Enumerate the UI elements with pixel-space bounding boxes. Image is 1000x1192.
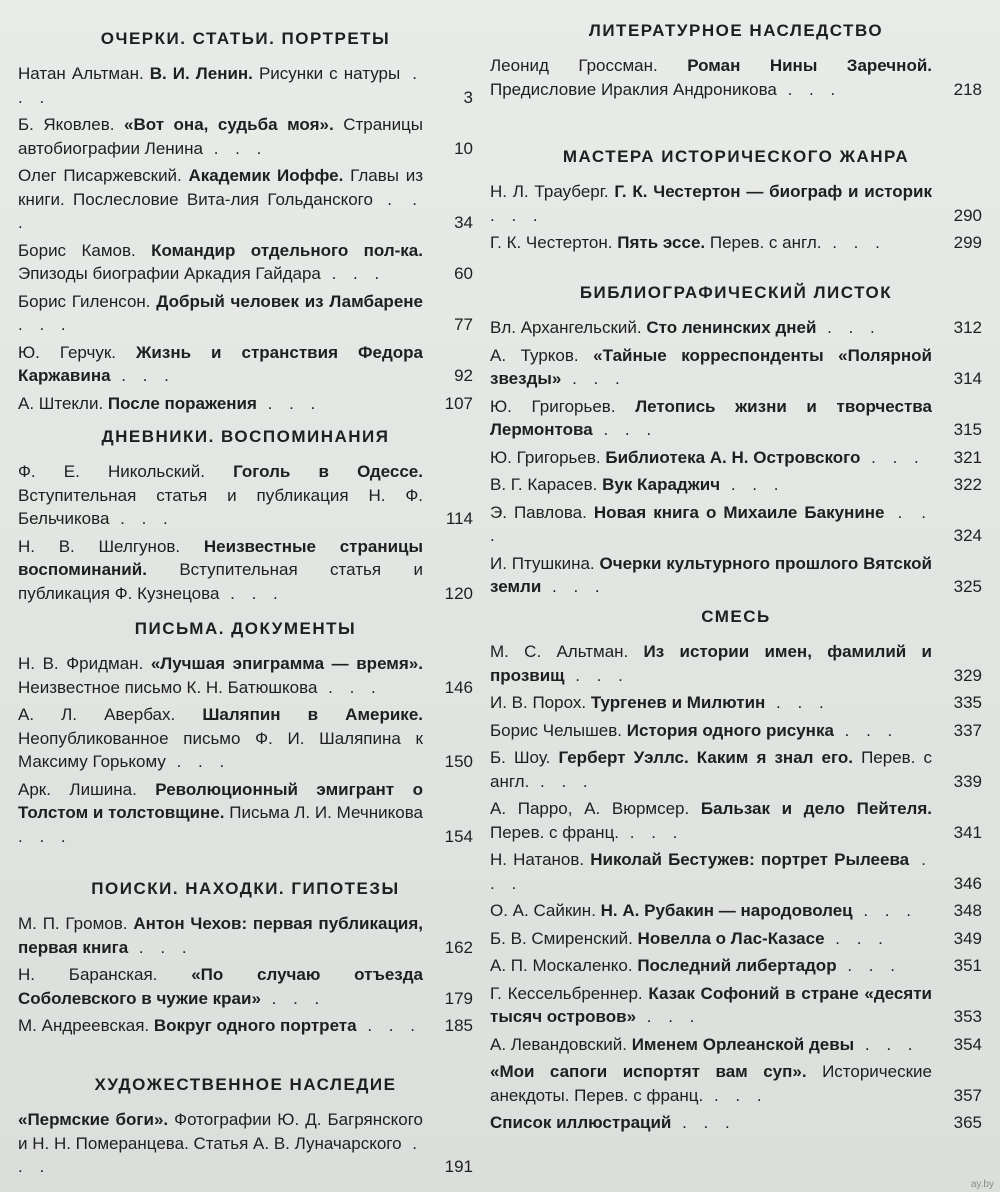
entry-title: Тургенев и Милютин	[590, 693, 766, 712]
leader-dots: . . .	[541, 577, 606, 596]
leader-dots: . . .	[260, 988, 326, 1008]
entry-text	[18, 460, 423, 531]
section-heading: ХУДОЖЕСТВЕННОЕ НАСЛЕДИЕ	[94, 1075, 397, 1094]
entry-title: Вокруг одного портрета	[153, 1016, 357, 1035]
entry-text	[490, 927, 932, 951]
page-number: 339	[953, 771, 982, 791]
entry-text	[490, 640, 932, 687]
entry-title: Новая книга о Михаиле Бакунине	[593, 502, 885, 522]
entry-note: Фотографии Ю. Д. Багрянского и Н. Н. Померанцева. Статья А. В. Луначарского	[18, 1110, 423, 1153]
leader-dots: . . .	[564, 665, 629, 685]
entry-text	[490, 231, 932, 255]
page-number: 299	[953, 233, 982, 252]
entry-author: Борис Гиленсон.	[18, 291, 151, 311]
entry-title: Николай Бестужев: портрет Рылеева	[590, 850, 910, 869]
toc-entry	[18, 239, 473, 286]
entry-author: М. Андреевская.	[18, 1016, 150, 1035]
toc-section	[18, 1072, 473, 1183]
page-number: 315	[953, 420, 982, 439]
entry-author: Г. Кессельбреннер.	[490, 983, 643, 1003]
toc-entry	[18, 113, 473, 160]
entry-author: Борис Челышев.	[490, 720, 622, 740]
page-number: 191	[444, 1157, 473, 1176]
entry-title: Добрый человек из Ламбарене	[156, 291, 423, 311]
entry-title: Шаляпин в Америке.	[202, 705, 423, 724]
page-number: 353	[953, 1007, 982, 1026]
entry-author: Н. Натанов.	[490, 850, 585, 869]
entry-text	[490, 180, 932, 227]
toc-entry	[490, 691, 982, 715]
toc-entry	[490, 446, 982, 470]
entry-author: Б. Шоу.	[490, 748, 551, 767]
page-number: 348	[953, 901, 982, 920]
entry-text	[490, 1111, 932, 1135]
toc-entry	[490, 316, 982, 340]
toc-entry	[18, 1014, 473, 1038]
entry-text	[490, 501, 932, 548]
entry-author: Ю. Герчук.	[18, 342, 117, 362]
toc-section	[18, 616, 473, 852]
page-number: 351	[953, 956, 982, 975]
section-heading: СМЕСЬ	[701, 607, 771, 626]
leader-dots: . . .	[824, 928, 889, 948]
leader-dots: . . .	[110, 366, 175, 385]
entry-title: Летопись жизни и творчества Лермонтова	[490, 396, 932, 439]
entry-author: Вл. Архангельский.	[490, 318, 642, 337]
page-number: 107	[444, 393, 473, 413]
page-number: 314	[953, 369, 982, 388]
entry-title: Академик Иоффе.	[188, 166, 344, 185]
page-number: 321	[953, 447, 982, 467]
toc-entry	[18, 392, 473, 416]
entry-title: «Тайные корреспонденты «Полярной звезды»	[490, 345, 932, 388]
entry-text	[490, 719, 932, 743]
entry-note: Вступительная статья и публикация Ф. Кузнецова	[18, 560, 423, 603]
entry-author: О. А. Сайкин.	[490, 901, 596, 920]
entry-title: Именем Орлеанской девы	[631, 1034, 855, 1054]
toc-entry	[18, 535, 473, 606]
toc-section	[490, 18, 982, 105]
entry-title: Последний либертадор	[637, 956, 837, 975]
page-number: 92	[454, 366, 473, 385]
entry-title: «Лучшая эпиграмма — время».	[150, 654, 423, 673]
leader-dots: . . .	[490, 502, 932, 545]
entry-text	[490, 395, 932, 442]
entry-note: Неизвестное письмо К. Н. Батюшкова	[18, 677, 318, 697]
page-number: 354	[953, 1034, 982, 1054]
section-heading: ПОИСКИ. НАХОДКИ. ГИПОТЕЗЫ	[91, 879, 400, 898]
entry-author: В. Г. Карасев.	[490, 475, 598, 494]
page-number: 325	[953, 577, 982, 596]
entry-text	[18, 1108, 423, 1179]
toc-entry	[490, 797, 982, 844]
toc-section	[18, 424, 473, 609]
page-number: 341	[953, 822, 982, 842]
entry-text	[18, 290, 423, 337]
leader-dots: . . .	[165, 752, 231, 771]
entry-text	[490, 446, 932, 470]
leader-dots: . . .	[490, 850, 932, 893]
toc-section	[18, 26, 473, 419]
entry-author: И. Птушкина.	[490, 553, 595, 573]
entry-title: «По случаю отъезда Соболевского в чужие краи»	[18, 965, 423, 1008]
toc-entry	[490, 473, 982, 497]
entry-author: Ф. Е. Никольский.	[18, 462, 205, 481]
entry-title: Бальзак и дело Пейтеля.	[700, 799, 932, 818]
entry-note: Перев. с англ.	[709, 233, 822, 252]
page-number: 218	[953, 79, 982, 99]
entry-text	[18, 963, 423, 1010]
leader-dots: . . .	[860, 447, 925, 467]
page-number: 365	[953, 1113, 982, 1132]
page-number: 10	[454, 138, 473, 158]
toc-entry	[490, 54, 982, 101]
page-number: 349	[953, 928, 982, 948]
toc-entry	[490, 395, 982, 442]
entry-author: А. Штекли.	[18, 393, 104, 413]
page-number: 357	[953, 1085, 982, 1105]
entry-title: Герберт Уэллс. Каким я знал его.	[558, 748, 853, 767]
section-heading: ЛИТЕРАТУРНОЕ НАСЛЕДСТВО	[588, 21, 884, 40]
entry-title: Очерки культурного прошлого Вятской земли	[490, 553, 932, 596]
entry-title: «Вот она, судьба моя».	[124, 115, 334, 134]
section-heading: МАСТЕРА ИСТОРИЧЕСКОГО ЖАНРА	[562, 147, 910, 166]
toc-section	[490, 280, 982, 603]
leader-dots: . . .	[636, 1007, 701, 1026]
entry-author: Леонид Гроссман.	[490, 56, 658, 75]
entry-title: Библиотека А. Н. Островского	[605, 447, 861, 467]
leader-dots: . . .	[18, 826, 72, 846]
page-number: 114	[445, 509, 473, 528]
page-number: 77	[454, 315, 473, 334]
entry-author: А. Левандовский.	[490, 1034, 627, 1054]
leader-dots: . . .	[854, 1034, 919, 1054]
entry-note: Предисловие Ираклия Андроникова	[490, 79, 777, 99]
entry-note: Перев. с англ.	[490, 748, 933, 791]
page-number: 324	[953, 526, 982, 545]
toc-entry	[18, 290, 473, 337]
entry-text	[490, 797, 932, 844]
leader-dots: . . .	[561, 369, 626, 388]
toc-entry	[490, 552, 982, 599]
entry-title: Г. К. Честертон — биограф и историк	[614, 182, 932, 201]
toc-entry	[490, 1033, 982, 1057]
toc-entry	[490, 231, 982, 255]
entry-text	[18, 239, 423, 286]
page-number: 146	[444, 677, 473, 697]
entry-author: А. П. Москаленко.	[490, 956, 633, 975]
entry-title: Гоголь в Одессе.	[233, 462, 423, 481]
page-number: 179	[444, 988, 473, 1008]
page-number: 154	[444, 826, 473, 846]
entry-note: Перев. с франц.	[490, 822, 620, 842]
toc-entry	[18, 460, 473, 531]
leader-dots: . . .	[836, 956, 901, 975]
entry-title: История одного рисунка	[626, 720, 834, 740]
entry-title: Новелла о Лас-Казасе	[637, 928, 825, 948]
leader-dots: . . .	[109, 509, 174, 528]
leader-dots: . . .	[18, 315, 72, 334]
page-number: 162	[444, 937, 473, 957]
entry-text	[490, 982, 932, 1029]
entry-author: Н. В. Шелгунов.	[18, 536, 181, 556]
leader-dots: . . .	[18, 1133, 424, 1176]
entry-author: Ю. Григорьев.	[490, 447, 601, 467]
toc-entry	[490, 954, 982, 978]
leader-dots: . . .	[128, 937, 193, 957]
toc-entry	[490, 982, 982, 1029]
toc-entry	[18, 912, 473, 959]
page-number: 3	[463, 87, 473, 107]
entry-text	[18, 652, 423, 699]
section-heading: БИБЛИОГРАФИЧЕСКИЙ ЛИСТОК	[579, 283, 893, 302]
entry-text	[490, 473, 932, 497]
toc-entry	[490, 927, 982, 951]
entry-text	[490, 54, 932, 101]
entry-title: Жизнь и странствия Федора Каржавина	[18, 342, 423, 385]
entry-author: Б. В. Смиренский.	[490, 928, 633, 948]
page-number: 329	[953, 665, 982, 685]
toc-entry	[18, 703, 473, 774]
leader-dots: . . .	[356, 1016, 421, 1035]
entry-note: Эпизоды биографии Аркадия Гайдара	[18, 264, 321, 283]
page-number: 322	[953, 475, 982, 494]
page-number: 34	[454, 213, 473, 232]
entry-author: Н. Л. Трауберг.	[490, 182, 609, 201]
leader-dots: . . .	[219, 583, 284, 603]
entry-author: И. В. Порох.	[490, 693, 587, 712]
entry-title: Список иллюстраций	[490, 1113, 672, 1132]
toc-entry	[490, 848, 982, 895]
entry-author: М. С. Альтман.	[490, 642, 629, 661]
toc-entry	[490, 501, 982, 548]
entry-author: Олег Писаржевский.	[18, 166, 182, 185]
entry-author: Н. В. Фридман.	[18, 654, 144, 673]
toc-entry	[490, 180, 982, 227]
entry-note: Вступительная статья и публикация Н. Ф. Бельчикова	[18, 485, 423, 528]
page-number: 290	[953, 205, 982, 225]
leader-dots: . . .	[18, 64, 423, 107]
entry-text	[490, 899, 932, 923]
leader-dots: . . .	[256, 393, 322, 413]
toc-entry	[490, 1111, 982, 1135]
section-heading: ОЧЕРКИ. СТАТЬИ. ПОРТРЕТЫ	[100, 29, 391, 48]
entry-text	[18, 62, 423, 109]
entry-title: Из истории имен, фамилий и прозвищ	[490, 642, 932, 685]
page-number: 312	[953, 318, 982, 337]
toc-entry	[18, 62, 473, 109]
entry-note: Исторические анекдоты. Перев. с франц.	[490, 1062, 932, 1105]
entry-author: Арк. Лишина.	[18, 779, 137, 799]
page-number: 60	[454, 264, 473, 283]
leader-dots: . . .	[776, 79, 842, 99]
entry-author: Г. К. Честертон.	[490, 233, 613, 252]
leader-dots: . . .	[18, 189, 423, 232]
entry-text	[18, 113, 423, 160]
toc-entry	[490, 746, 982, 793]
section-heading: ДНЕВНИКИ. ВОСПОМИНАНИЯ	[101, 427, 390, 446]
entry-text	[490, 746, 932, 793]
entry-text	[18, 341, 423, 388]
toc-entry	[18, 1108, 473, 1179]
entry-text	[18, 392, 423, 416]
entry-title: Командир отдельного пол-ка.	[151, 240, 423, 260]
entry-note: Неопубликованное письмо Ф. И. Шаляпина к Максиму Горькому	[18, 728, 423, 771]
entry-title: «Мои сапоги испортят вам суп».	[490, 1062, 807, 1081]
entry-text	[18, 164, 423, 235]
entry-text	[490, 316, 932, 340]
entry-title: «Пермские боги».	[18, 1110, 169, 1129]
entry-author: А. Парро, А. Вюрмсер.	[490, 799, 690, 818]
entry-title: После поражения	[107, 393, 257, 413]
entry-text	[18, 1014, 423, 1038]
entry-note: Главы из книги. Послесловие Вита-лия Гольданского	[18, 166, 423, 209]
leader-dots: . . .	[490, 205, 544, 225]
toc-section	[490, 144, 982, 259]
toc-entry	[490, 640, 982, 687]
toc-entry	[18, 164, 473, 235]
leader-dots: . . .	[592, 420, 658, 439]
toc-entry	[490, 899, 982, 923]
entry-text	[18, 535, 423, 606]
entry-text	[490, 344, 932, 391]
watermark: ay.by	[970, 1179, 994, 1190]
entry-title: Неизвестные страницы воспоминаний.	[18, 536, 424, 579]
leader-dots: . . .	[703, 1085, 768, 1105]
entry-note: Рисунки с натуры	[258, 64, 401, 83]
entry-note: Страницы автобиографии Ленина	[18, 115, 424, 158]
toc-section	[490, 604, 982, 1139]
leader-dots: . . .	[529, 771, 594, 791]
toc-entry	[18, 341, 473, 388]
entry-text	[490, 848, 932, 895]
toc-entry	[18, 778, 473, 849]
entry-title: В. И. Ленин.	[149, 64, 253, 83]
leader-dots: . . .	[203, 138, 268, 158]
leader-dots: . . .	[720, 475, 785, 494]
entry-text	[18, 778, 423, 849]
leader-dots: . . .	[765, 693, 830, 712]
entry-text	[490, 552, 932, 599]
entry-text	[490, 1060, 932, 1107]
section-heading: ПИСЬМА. ДОКУМЕНТЫ	[134, 619, 357, 638]
toc-entry	[490, 344, 982, 391]
entry-author: Н. Баранская.	[18, 965, 158, 984]
entry-text	[490, 954, 932, 978]
entry-author: А. Турков.	[490, 345, 579, 365]
toc-entry	[18, 963, 473, 1010]
leader-dots: . . .	[317, 677, 382, 697]
entry-title: Вук Караджич	[602, 475, 721, 494]
entry-text	[18, 912, 423, 959]
toc-entry	[490, 1060, 982, 1107]
entry-title: Революционный эмигрант о Толстом и толстовщине.	[18, 779, 423, 822]
page-number: 120	[444, 583, 473, 603]
leader-dots: . . .	[816, 318, 881, 337]
entry-author: М. П. Громов.	[18, 914, 128, 933]
entry-text	[18, 703, 423, 774]
entry-author: Ю. Григорьев.	[490, 396, 616, 416]
page-number: 150	[444, 752, 473, 771]
toc-entry	[18, 652, 473, 699]
entry-author: Борис Камов.	[18, 240, 136, 260]
entry-author: Б. Яковлев.	[18, 115, 115, 134]
leader-dots: . . .	[619, 822, 684, 842]
entry-author: Натан Альтман.	[18, 64, 144, 83]
entry-author: А. Л. Авербах.	[18, 705, 176, 724]
entry-title: Сто ленинских дней	[646, 318, 817, 337]
entry-title: Антон Чехов: первая публикация, первая книга	[18, 914, 423, 957]
page-number: 337	[953, 720, 982, 740]
entry-text	[490, 691, 932, 715]
entry-title: Н. А. Рубакин — народоволец	[600, 901, 853, 920]
page-number: 346	[953, 873, 982, 893]
page-number: 335	[953, 693, 982, 712]
toc-entry	[490, 719, 982, 743]
leader-dots: . . .	[671, 1113, 736, 1132]
entry-note: Письма Л. И. Мечникова	[229, 803, 423, 822]
entry-title: Пять эссе.	[617, 233, 706, 252]
leader-dots: . . .	[833, 720, 899, 740]
leader-dots: . . .	[852, 901, 917, 920]
page-number: 185	[444, 1016, 473, 1035]
leader-dots: . . .	[821, 233, 886, 252]
leader-dots: . . .	[320, 264, 386, 283]
entry-author: Э. Павлова.	[490, 502, 587, 522]
entry-title: Роман Нины Заречной.	[687, 56, 933, 75]
entry-text	[490, 1033, 932, 1057]
toc-section	[18, 876, 473, 1042]
entry-title: Казак Софоний в стране «десяти тысяч островов»	[490, 983, 932, 1026]
